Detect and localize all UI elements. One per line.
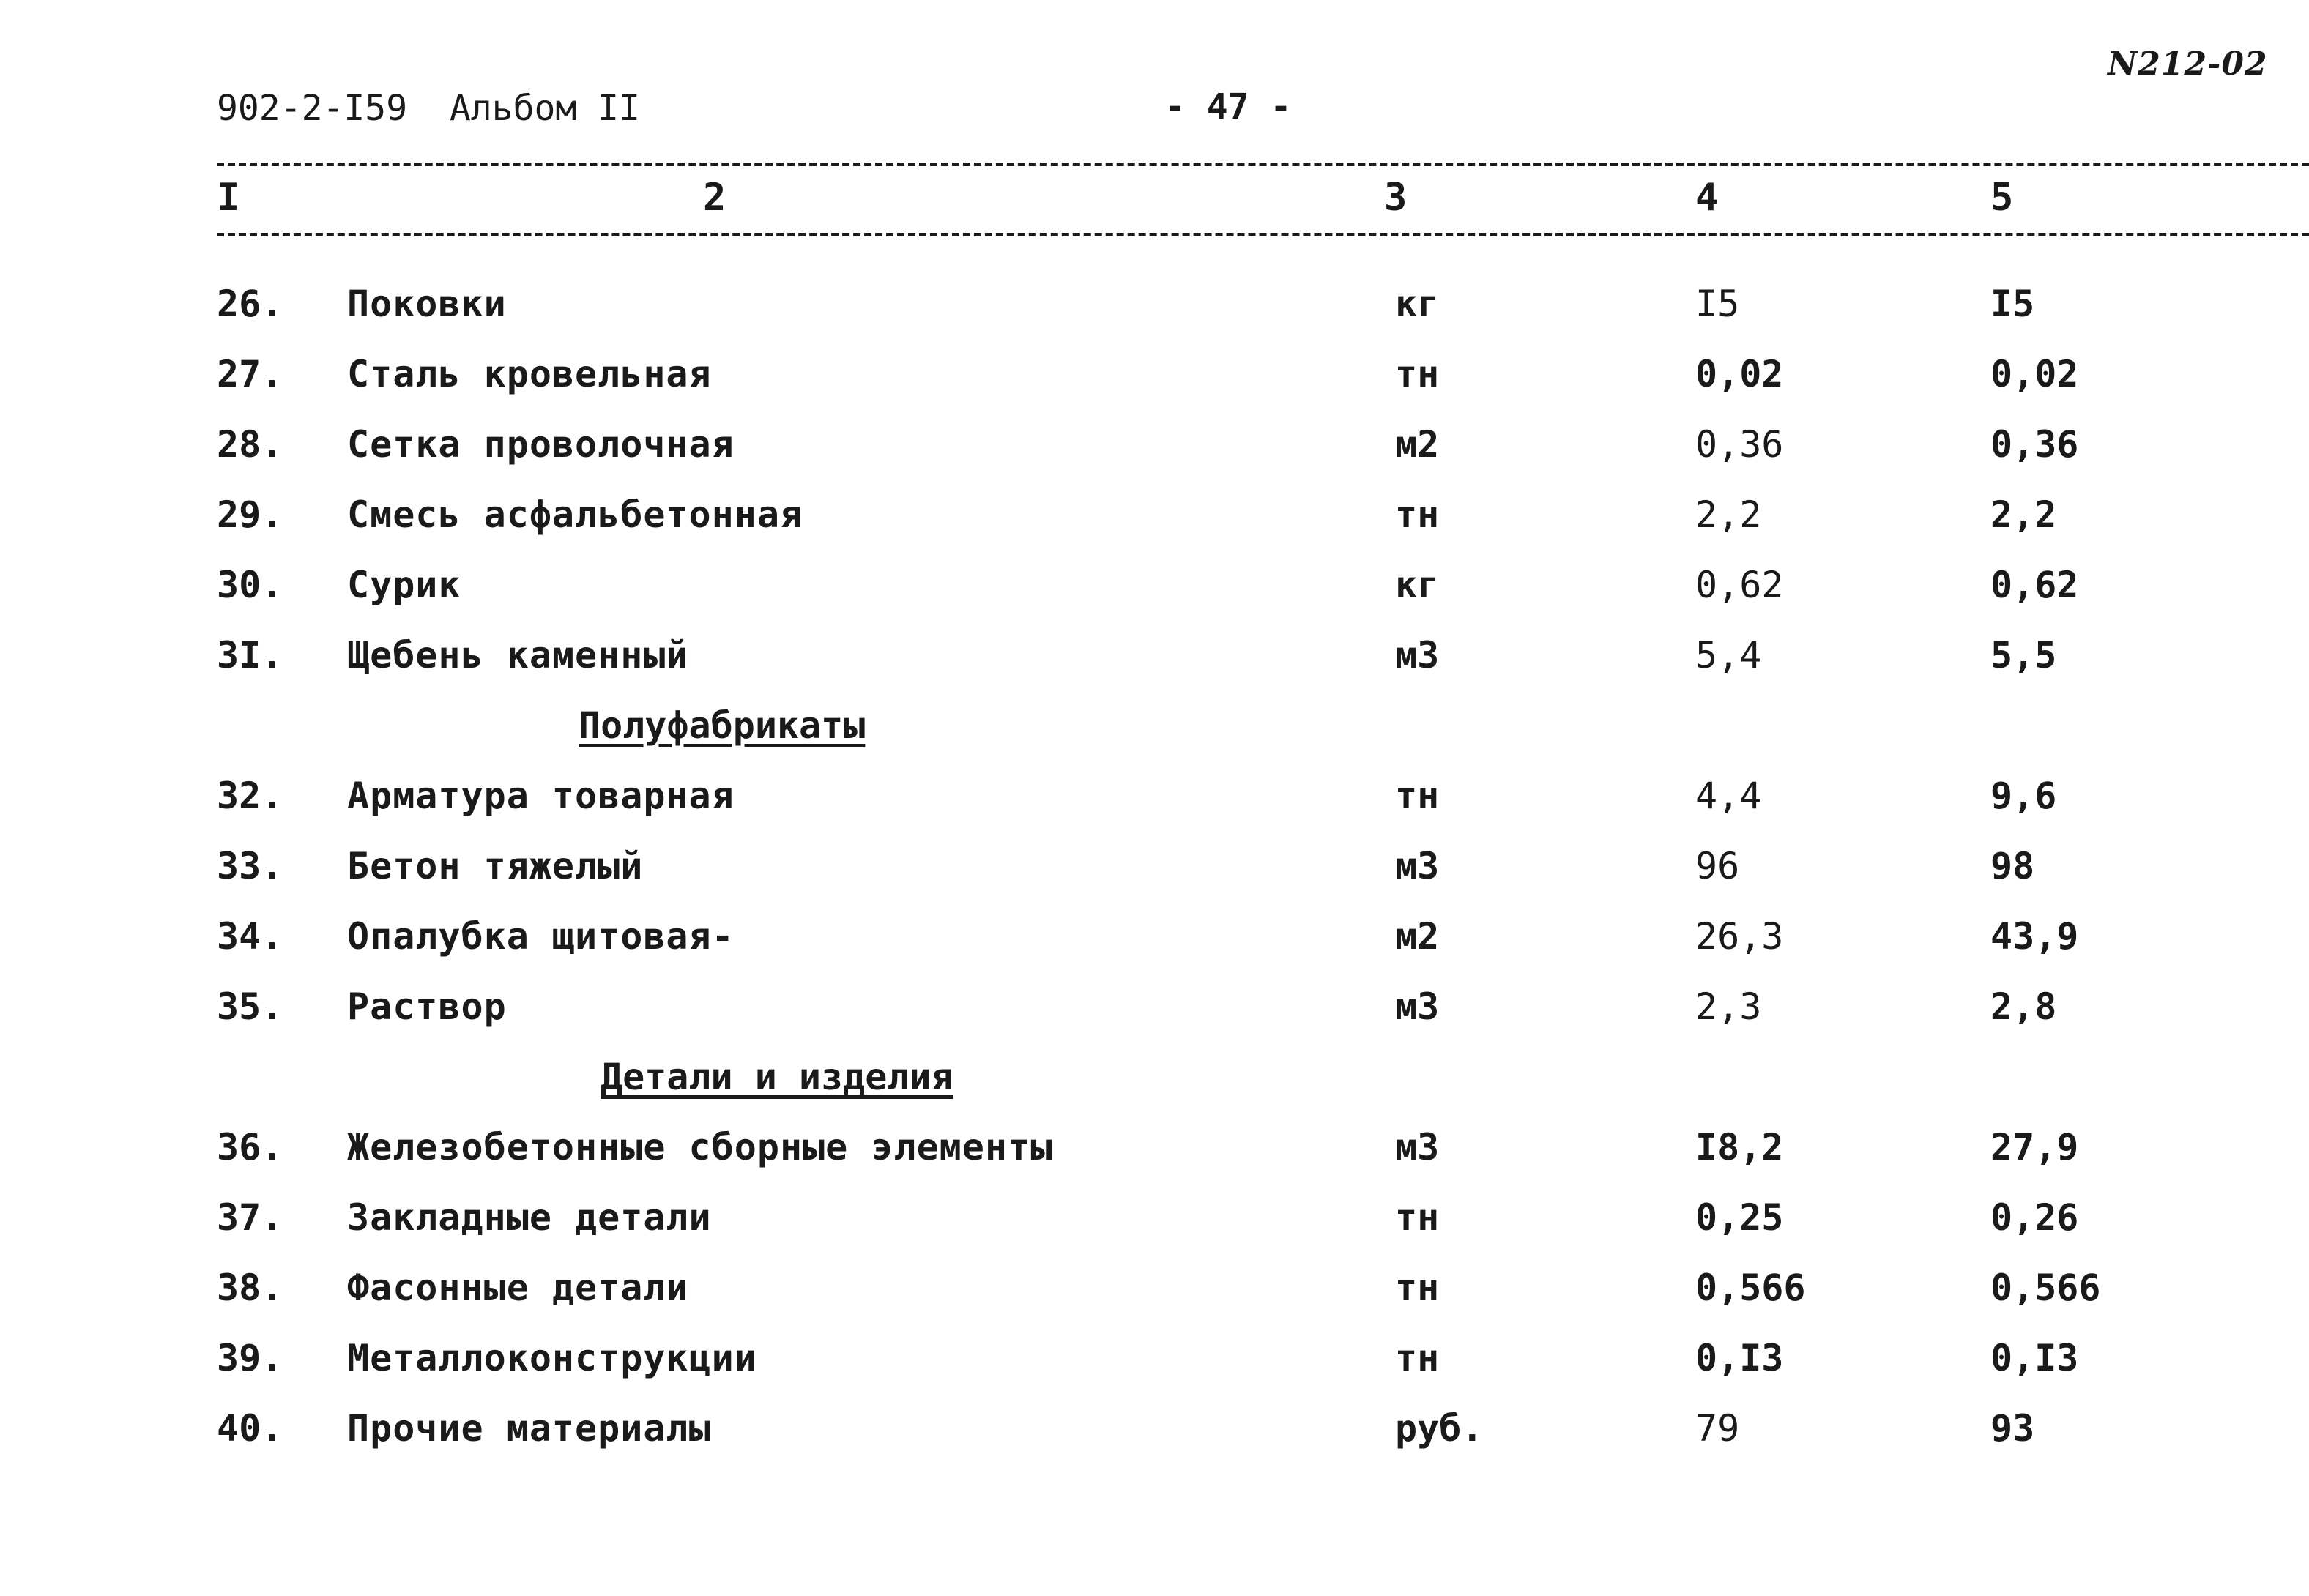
registration-stamp: N212-02 bbox=[2108, 45, 2268, 83]
unit: тн bbox=[1395, 353, 1440, 395]
value-col5: 5,5 bbox=[1990, 634, 2057, 676]
value-col5: 9,6 bbox=[1990, 775, 2057, 817]
material-name: Закладные детали bbox=[347, 1196, 712, 1239]
unit: м3 bbox=[1395, 985, 1440, 1028]
column-header-3: 3 bbox=[1384, 176, 1408, 220]
value-col4: 0,I3 bbox=[1695, 1337, 1784, 1379]
row-number: 33. bbox=[217, 845, 283, 887]
column-header-2: 2 bbox=[703, 176, 726, 220]
material-name: Арматура товарная bbox=[347, 775, 735, 817]
unit: м3 bbox=[1395, 845, 1440, 887]
table-row bbox=[0, 1185, 2309, 1250]
row-number: 27. bbox=[217, 353, 283, 395]
value-col4: 96 bbox=[1695, 845, 1740, 887]
header-top-rule bbox=[217, 163, 2309, 166]
row-number: 37. bbox=[217, 1196, 283, 1239]
material-name: Сетка проволочная bbox=[347, 423, 735, 466]
value-col5: 93 bbox=[1990, 1407, 2035, 1450]
unit: кг bbox=[1395, 564, 1440, 606]
value-col4: I5 bbox=[1695, 283, 1740, 325]
column-header-5: 5 bbox=[1990, 176, 2014, 220]
value-col4: 0,25 bbox=[1695, 1196, 1784, 1239]
value-col5: 98 bbox=[1990, 845, 2035, 887]
unit: тн bbox=[1395, 493, 1440, 536]
value-col4: 0,02 bbox=[1695, 353, 1784, 395]
table-row bbox=[0, 411, 2309, 477]
unit: кг bbox=[1395, 283, 1440, 325]
table-row bbox=[0, 341, 2309, 407]
document-code: 902-2-I59 Альбом II bbox=[217, 88, 640, 129]
row-number: 35. bbox=[217, 985, 283, 1028]
table-row bbox=[0, 1114, 2309, 1180]
material-name: Сталь кровельная bbox=[347, 353, 712, 395]
unit: м3 bbox=[1395, 1126, 1440, 1168]
table-row bbox=[0, 1395, 2309, 1461]
value-col5: 0,566 bbox=[1990, 1267, 2101, 1309]
unit: м2 bbox=[1395, 915, 1440, 958]
value-col4: 2,3 bbox=[1695, 985, 1762, 1028]
header-bottom-rule bbox=[217, 233, 2309, 236]
material-name: Прочие материалы bbox=[347, 1407, 712, 1450]
section-title-semi-finished: Полуфабрикаты bbox=[579, 704, 866, 747]
value-col5: 0,62 bbox=[1990, 564, 2079, 606]
row-number: 30. bbox=[217, 564, 283, 606]
table-row bbox=[0, 552, 2309, 618]
row-number: 3I. bbox=[217, 634, 283, 676]
row-number: 28. bbox=[217, 423, 283, 466]
column-header-1: I bbox=[217, 176, 240, 220]
row-number: 26. bbox=[217, 283, 283, 325]
value-col5: 43,9 bbox=[1990, 915, 2079, 958]
unit: м3 bbox=[1395, 634, 1440, 676]
value-col4: 2,2 bbox=[1695, 493, 1762, 536]
row-number: 40. bbox=[217, 1407, 283, 1450]
row-number: 32. bbox=[217, 775, 283, 817]
unit: тн bbox=[1395, 1267, 1440, 1309]
table-row bbox=[0, 271, 2309, 337]
table-row bbox=[0, 974, 2309, 1040]
material-name: Железобетонные сборные элементы bbox=[347, 1126, 1054, 1168]
material-name: Поковки bbox=[347, 283, 507, 325]
section-title-parts: Детали и изделия bbox=[601, 1056, 953, 1098]
value-col4: 0,62 bbox=[1695, 564, 1784, 606]
row-number: 38. bbox=[217, 1267, 283, 1309]
value-col4: I8,2 bbox=[1695, 1126, 1784, 1168]
page-number: - 47 - bbox=[1164, 86, 1292, 127]
value-col5: I5 bbox=[1990, 283, 2035, 325]
value-col5: 0,I3 bbox=[1990, 1337, 2079, 1379]
value-col4: 0,566 bbox=[1695, 1267, 1806, 1309]
table-row bbox=[0, 1325, 2309, 1391]
value-col5: 0,02 bbox=[1990, 353, 2079, 395]
row-number: 34. bbox=[217, 915, 283, 958]
value-col5: 27,9 bbox=[1990, 1126, 2079, 1168]
table-row bbox=[0, 622, 2309, 688]
table-row bbox=[0, 903, 2309, 969]
unit: тн bbox=[1395, 1196, 1440, 1239]
value-col4: 79 bbox=[1695, 1407, 1740, 1450]
value-col5: 0,36 bbox=[1990, 423, 2079, 466]
unit: тн bbox=[1395, 1337, 1440, 1379]
column-header-4: 4 bbox=[1695, 176, 1719, 220]
table-row bbox=[0, 833, 2309, 899]
value-col4: 0,36 bbox=[1695, 423, 1784, 466]
material-name: Сурик bbox=[347, 564, 461, 606]
value-col4: 4,4 bbox=[1695, 775, 1762, 817]
unit: руб. bbox=[1395, 1407, 1484, 1450]
material-name: Фасонные детали bbox=[347, 1267, 689, 1309]
material-name: Щебень каменный bbox=[347, 634, 689, 676]
table-row bbox=[0, 482, 2309, 548]
row-number: 39. bbox=[217, 1337, 283, 1379]
value-col5: 2,2 bbox=[1990, 493, 2057, 536]
unit: м2 bbox=[1395, 423, 1440, 466]
material-name: Опалубка щитовая- bbox=[347, 915, 735, 958]
value-col5: 2,8 bbox=[1990, 985, 2057, 1028]
material-name: Раствор bbox=[347, 985, 507, 1028]
value-col4: 5,4 bbox=[1695, 634, 1762, 676]
table-row bbox=[0, 763, 2309, 829]
row-number: 29. bbox=[217, 493, 283, 536]
value-col5: 0,26 bbox=[1990, 1196, 2079, 1239]
unit: тн bbox=[1395, 775, 1440, 817]
material-name: Смесь асфальбетонная bbox=[347, 493, 803, 536]
material-name: Металлоконструкции bbox=[347, 1337, 757, 1379]
material-name: Бетон тяжелый bbox=[347, 845, 644, 887]
row-number: 36. bbox=[217, 1126, 283, 1168]
value-col4: 26,3 bbox=[1695, 915, 1784, 958]
table-row bbox=[0, 1255, 2309, 1321]
